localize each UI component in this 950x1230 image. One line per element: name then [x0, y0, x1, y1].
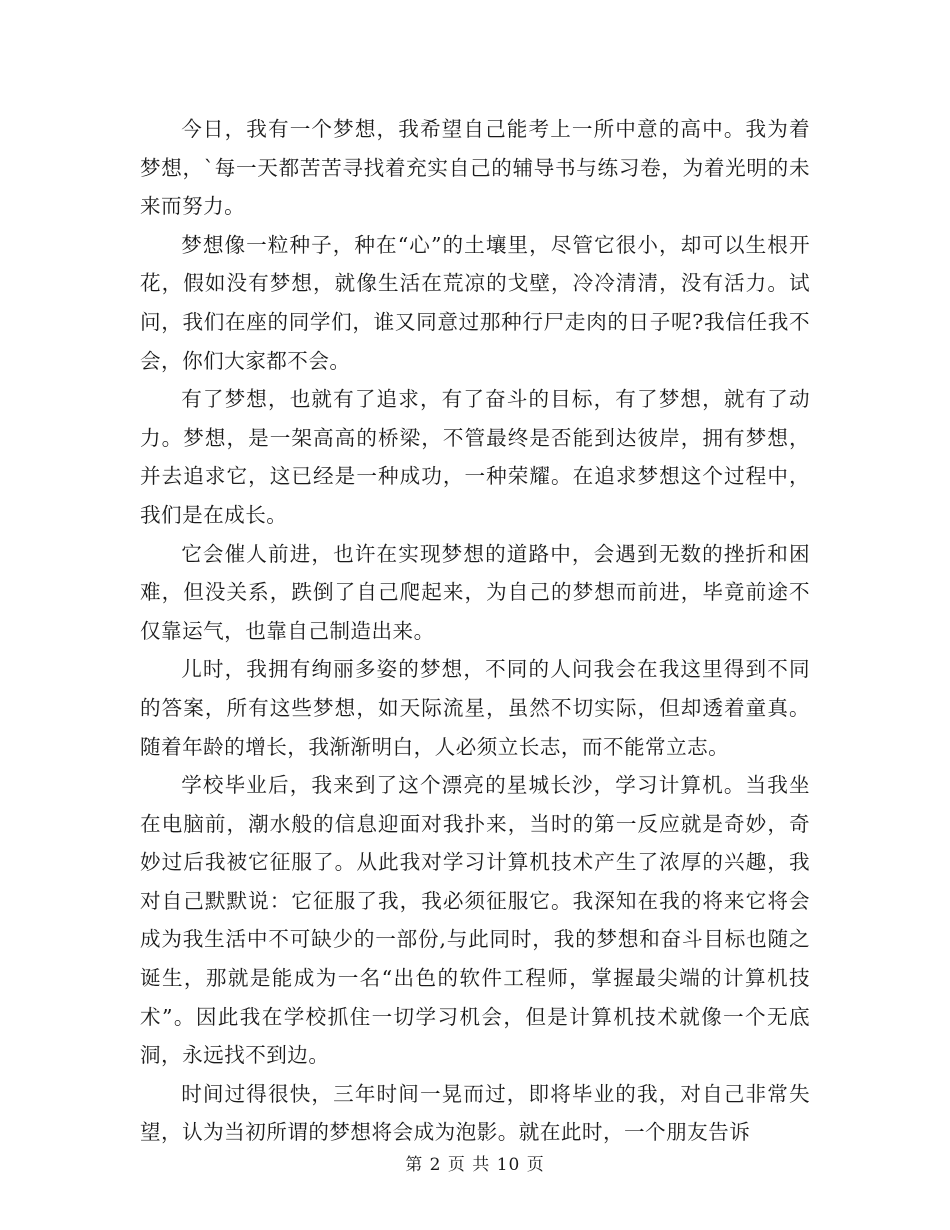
document-body [140, 110, 810, 1152]
paragraph-2: 梦想像一粒种子，种在“心”的土壤里，尽管它很小，却可以生根开花，假如没有梦想，就像生活在荒凉的戈壁，冷冷清清，没有活力。试问，我们在座的同学们，谁又同意过那种行尸走肉的日子呢?我信任我不会，你们大家都不会。 [140, 232, 810, 373]
page-number-footer: 第 2 页 共 10 页 [405, 1155, 545, 1175]
paragraph-7: 时间过得很快，三年时间一晃而过，即将毕业的我，对自己非常失望，认为当初所谓的梦想将会成为泡影。就在此时，一个朋友告诉 [140, 1081, 810, 1145]
paragraph-4: 它会催人前进，也许在实现梦想的道路中，会遇到无数的挫折和困难，但没关系，跌倒了自己爬起来，为自己的梦想而前进，毕竟前途不仅靠运气，也靠自己制造出来。 [140, 541, 810, 643]
paragraph-6: 学校毕业后，我来到了这个漂亮的星城长沙，学习计算机。当我坐在电脑前，潮水般的信息迎面对我扑来，当时的第一反应就是奇妙，奇妙过后我被它征服了。从此我对学习计算机技术产生了浓厚的兴趣，我对自己默默说：它征服了我，我必须征服它。我深知在我的将来它将会成为我生活中不可缺少的一部份,与此同时，我的梦想和奋斗目标也随之诞生，那就是能成为一名“出色的软件工程师，掌握最尖端的计算机技术”。因此我在学校抓住一切学习机会，但是计算机技术就像一个无底洞，永远找不到边。 [140, 773, 810, 1068]
paragraph-5: 儿时，我拥有绚丽多姿的梦想，不同的人问我会在我这里得到不同的答案，所有这些梦想，如天际流星，虽然不切实际，但却透着童真。随着年龄的增长，我渐渐明白，人必须立长志，而不能常立志。 [140, 657, 810, 759]
paragraph-1: 今日，我有一个梦想，我希望自己能考上一所中意的高中。我为着梦想，`每一天都苦苦寻找着充实自己的辅导书与练习卷，为着光明的未来而努力。 [140, 117, 810, 219]
paragraph-3: 有了梦想，也就有了追求，有了奋斗的目标，有了梦想，就有了动力。梦想，是一架高高的桥梁，不管最终是否能到达彼岸，拥有梦想，并去追求它，这已经是一种成功，一种荣耀。在追求梦想这个过程中，我们是在成长。 [140, 387, 810, 527]
